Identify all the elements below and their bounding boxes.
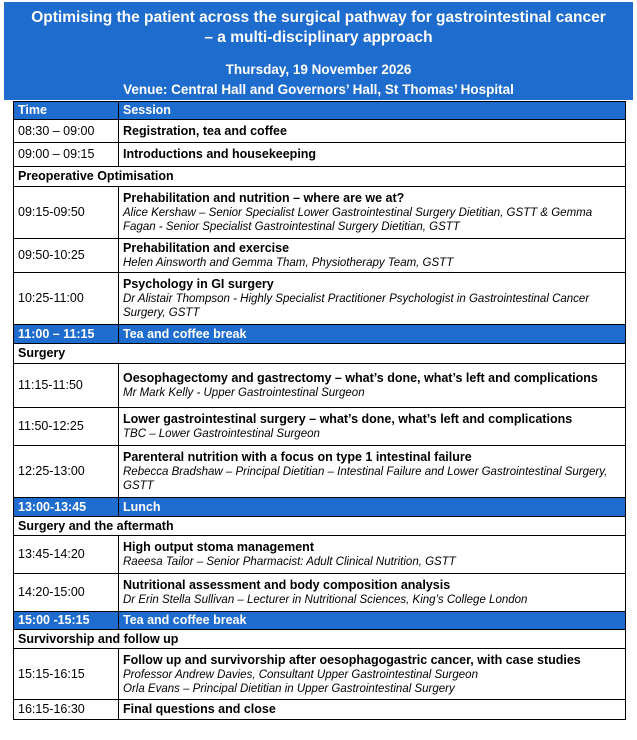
session-title: Final questions and close	[123, 702, 276, 716]
break-title: Lunch	[119, 498, 626, 517]
table-row	[14, 700, 626, 720]
session-speaker: Professor Andrew Davies, Consultant Upper Gastrointestinal Surgeon	[123, 668, 478, 681]
session-title: Prehabilitation and nutrition – where are we at?	[123, 191, 405, 205]
section-title: Surgery	[14, 344, 626, 364]
section-title: Survivorship and follow up	[14, 630, 626, 649]
session-time: 14:20-15:00	[14, 574, 119, 612]
session-speaker: Orla Evans – Principal Dietitian in Upper Gastrointestinal Surgery	[123, 682, 455, 695]
session-time: 13:45-14:20	[14, 536, 119, 574]
session-time: 15:15-16:15	[14, 649, 119, 700]
session-title: Oesophagectomy and gastrectomy – what’s done, what’s left and complications	[123, 371, 598, 385]
table-row	[14, 143, 626, 167]
agenda-title-line1: Optimising the patient across the surgical pathway for gastrointestinal cancer	[31, 9, 606, 26]
break-time: 13:00-13:45	[14, 498, 119, 517]
session-cell	[119, 700, 626, 720]
section-row	[14, 517, 626, 536]
table-row	[14, 239, 626, 273]
table-header-row	[14, 102, 626, 120]
section-title: Surgery and the aftermath	[14, 517, 626, 536]
section-row	[14, 630, 626, 649]
session-speaker: Alice Kershaw – Senior Specialist Lower Gastrointestinal Surgery Dietitian, GSTT & Gemma Fagan - Senior Specialist Gastrointestinal Surgery Dietitian, GSTT	[123, 207, 593, 233]
column-header-time: Time	[14, 102, 119, 120]
section-row	[14, 344, 626, 364]
session-cell	[119, 408, 626, 446]
session-speaker: Dr Alistair Thompson - Highly Specialist Practitioner Psychologist in Gastrointestinal Cancer Surgery, GSTT	[123, 293, 590, 319]
agenda-title-line2: – a multi-disciplinary approach	[204, 29, 433, 46]
session-cell	[119, 364, 626, 408]
table-row	[14, 120, 626, 143]
agenda-date: Thursday, 19 November 2026	[225, 62, 412, 77]
session-speaker: Raeesa Tailor – Senior Pharmacist: Adult Clinical Nutrition, GSTT	[123, 556, 456, 568]
session-speaker: Rebecca Bradshaw – Principal Dietitian – Intestinal Failure and Lower Gastrointestinal Surgery, GSTT	[123, 466, 608, 492]
session-cell	[119, 446, 626, 498]
break-time: 11:00 – 11:15	[14, 325, 119, 344]
session-cell	[119, 120, 626, 143]
session-title: Prehabilitation and exercise	[123, 241, 290, 255]
session-time: 08:30 – 09:00	[14, 120, 119, 143]
agenda-header	[4, 2, 633, 100]
session-time: 11:15-11:50	[14, 364, 119, 408]
session-time: 16:15-16:30	[14, 700, 119, 720]
table-row	[14, 649, 626, 700]
session-speaker: Dr Erin Stella Sullivan – Lecturer in Nutritional Sciences, King’s College London	[123, 594, 528, 606]
break-title: Tea and coffee break	[119, 325, 626, 344]
session-title: Psychology in GI surgery	[123, 277, 274, 291]
session-title: High output stoma management	[123, 540, 314, 554]
session-speaker: Mr Mark Kelly - Upper Gastrointestinal Surgeon	[123, 387, 365, 399]
session-title: Parenteral nutrition with a focus on type 1 intestinal failure	[123, 450, 472, 464]
table-row	[14, 536, 626, 574]
section-title: Preoperative Optimisation	[14, 167, 626, 187]
session-title: Follow up and survivorship after oesophagogastric cancer, with case studies	[123, 652, 581, 667]
session-time: 09:50-10:25	[14, 239, 119, 273]
session-cell	[119, 574, 626, 612]
break-row	[14, 612, 626, 630]
session-speaker: TBC – Lower Gastrointestinal Surgeon	[123, 428, 320, 440]
session-title: Lower gastrointestinal surgery – what’s done, what’s left and complications	[123, 412, 573, 426]
table-row	[14, 364, 626, 408]
session-title: Nutritional assessment and body composition analysis	[123, 578, 451, 592]
session-time: 11:50-12:25	[14, 408, 119, 446]
section-row	[14, 167, 626, 187]
session-cell	[119, 143, 626, 167]
table-row	[14, 574, 626, 612]
break-time: 15:00 -15:15	[14, 612, 119, 630]
break-title: Tea and coffee break	[119, 612, 626, 630]
session-title: Registration, tea and coffee	[123, 123, 287, 138]
break-row	[14, 498, 626, 517]
agenda-venue: Venue: Central Hall and Governors’ Hall, St Thomas’ Hospital	[123, 82, 514, 97]
session-time: 09:00 – 09:15	[14, 143, 119, 167]
session-cell	[119, 649, 626, 700]
session-cell	[119, 239, 626, 273]
session-cell	[119, 187, 626, 239]
column-header-session: Session	[119, 102, 626, 120]
session-cell	[119, 536, 626, 574]
table-row	[14, 408, 626, 446]
session-time: 10:25-11:00	[14, 273, 119, 325]
break-row	[14, 325, 626, 344]
session-speaker: Helen Ainsworth and Gemma Tham, Physiotherapy Team, GSTT	[123, 257, 454, 269]
table-row	[14, 187, 626, 239]
session-title: Introductions and housekeeping	[123, 147, 317, 161]
table-row	[14, 446, 626, 498]
agenda-table	[13, 101, 626, 720]
session-cell	[119, 273, 626, 325]
session-time: 09:15-09:50	[14, 187, 119, 239]
session-time: 12:25-13:00	[14, 446, 119, 498]
table-row	[14, 273, 626, 325]
